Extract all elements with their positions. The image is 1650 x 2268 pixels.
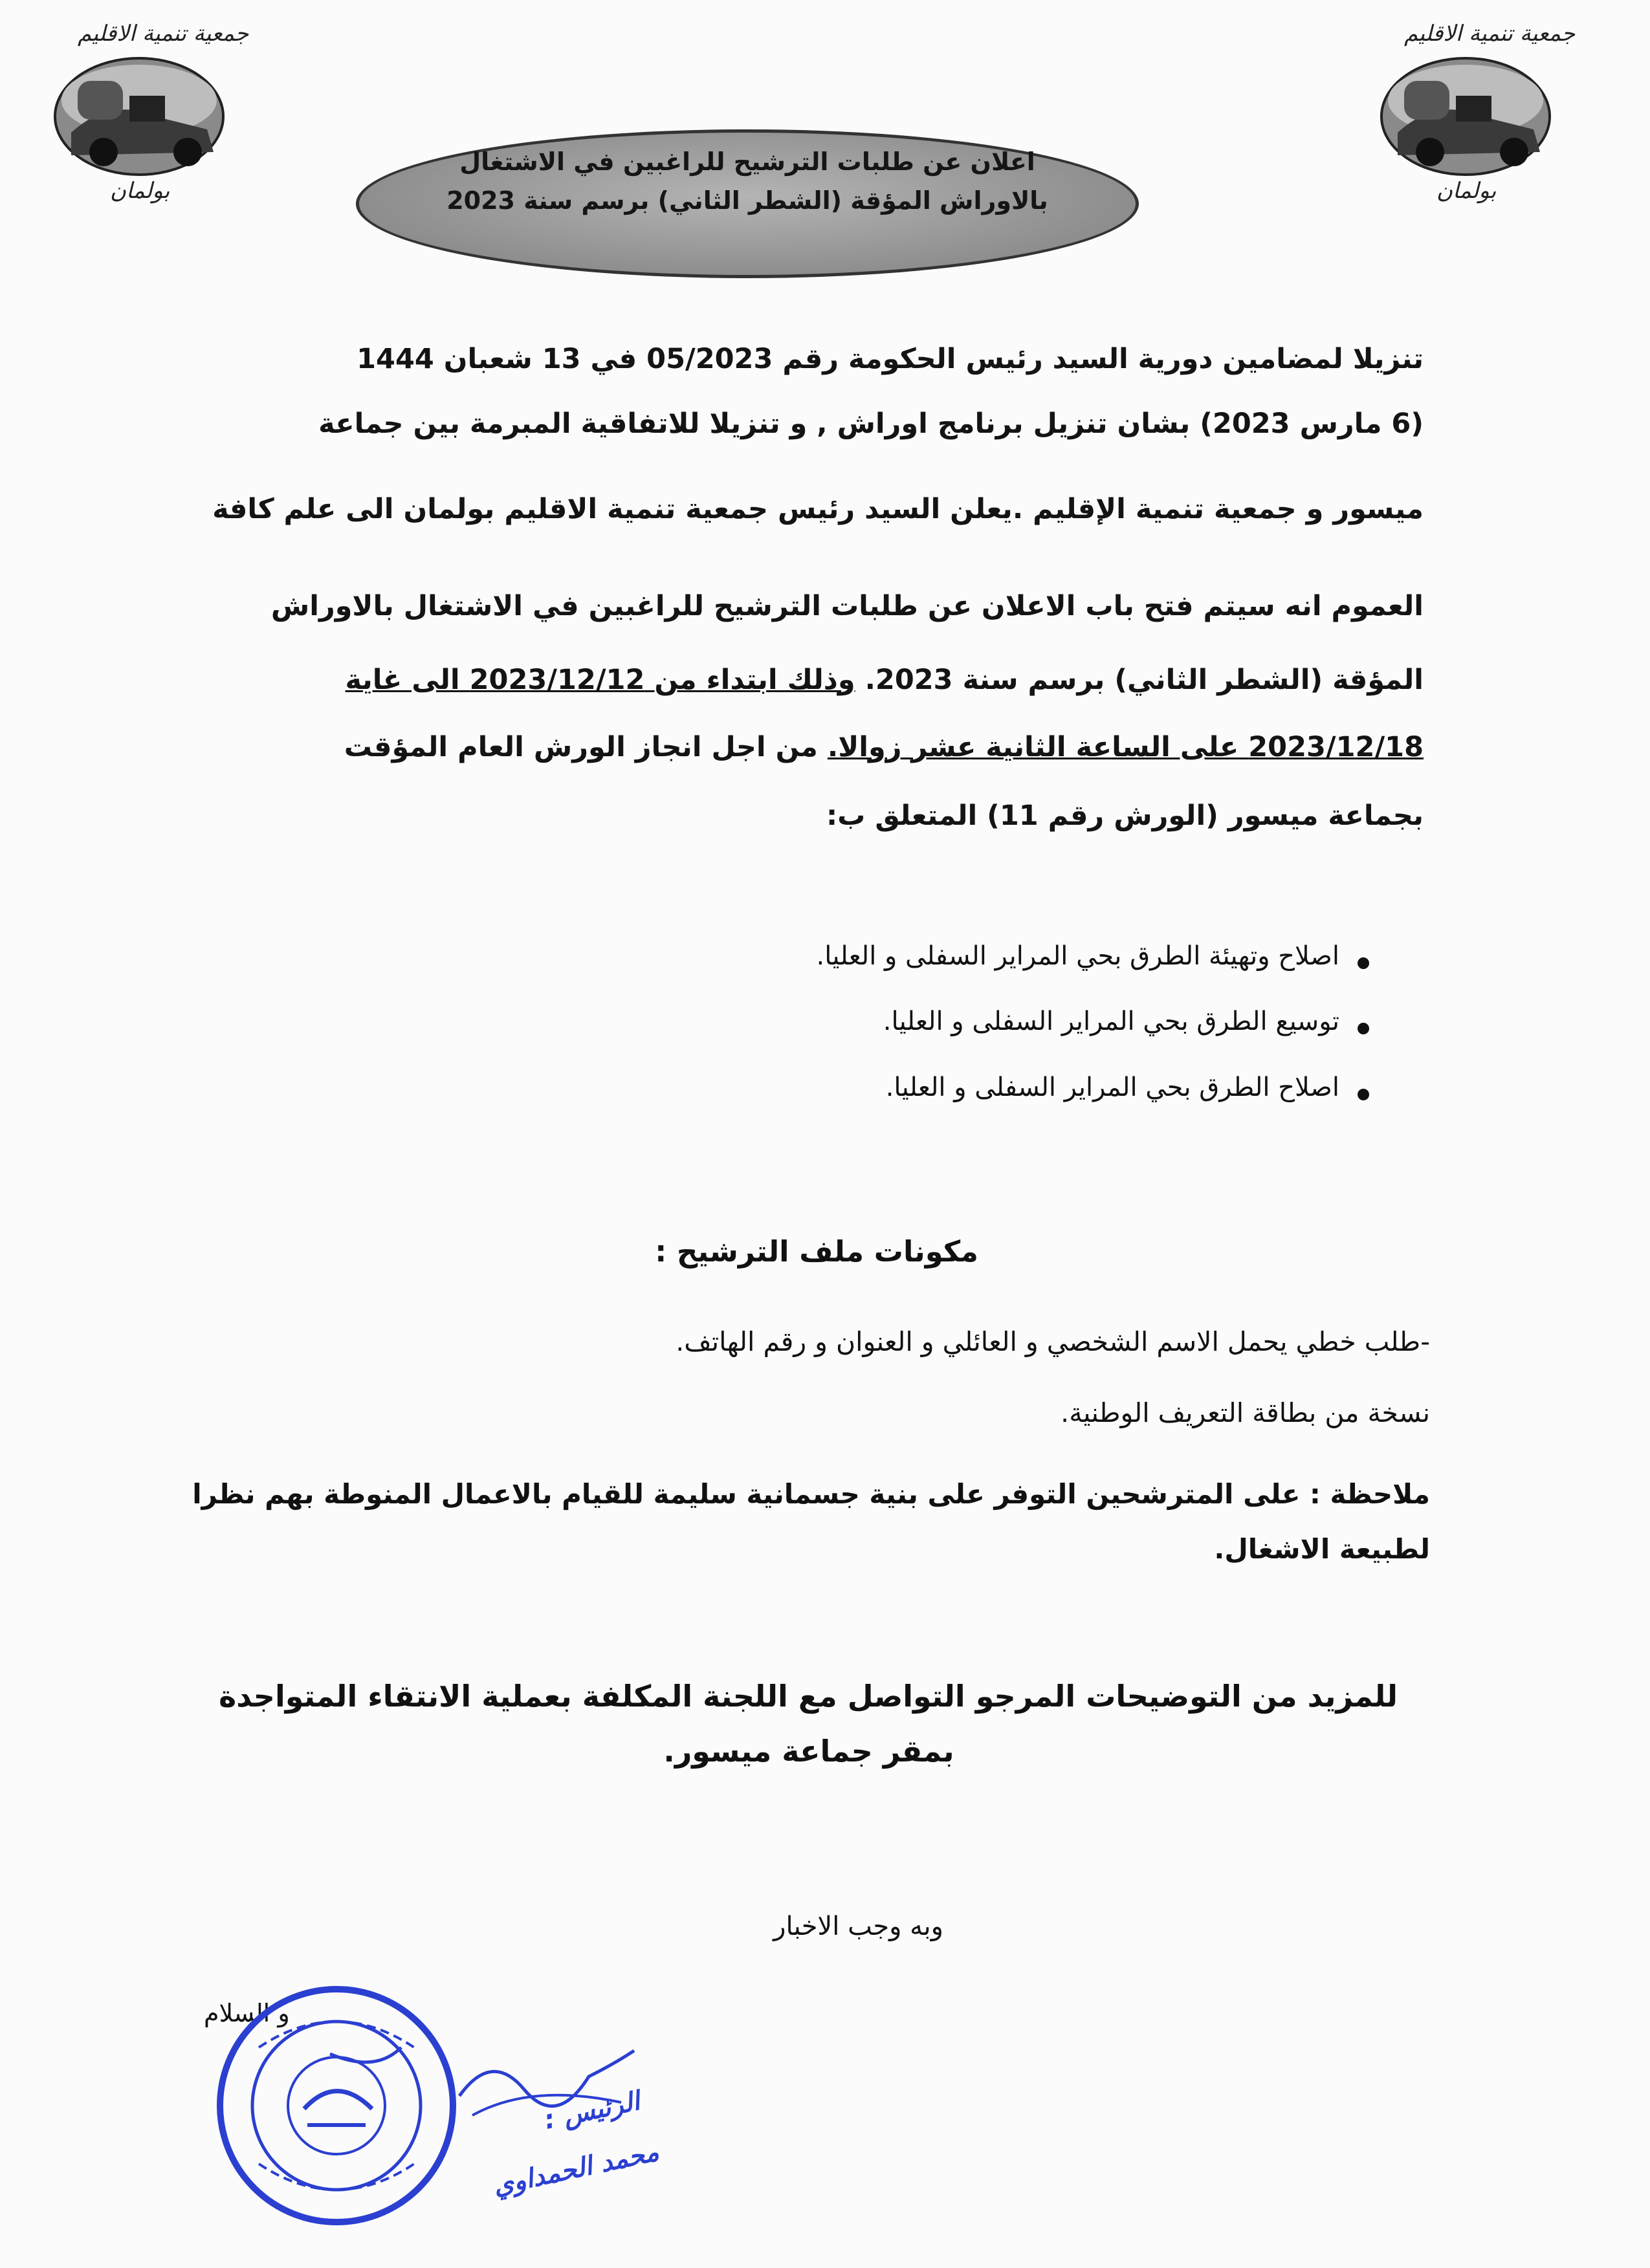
body-line-4: العموم انه سيتم فتح باب الاعلان عن طلبات الترشيح للراغبين في الاشتغال بالاوراش — [270, 590, 1424, 622]
title-line-1: اعلان عن طلبات الترشيح للراغبين في الاشتغال — [459, 147, 1035, 176]
date-range-end: 2023/12/18 على الساعة الثانية عشر زوالا. — [827, 731, 1424, 763]
body-line-7: بجماعة ميسور (الورش رقم 11) المتعلق ب: — [826, 800, 1424, 832]
body-line-1: تنزيلا لمضامين دورية السيد رئيس الحكومة رقم 05/2023 في 13 شعبان 1444 — [357, 343, 1424, 375]
works-item-1: اصلاح وتهيئة الطرق بحي المراير السفلى و العليا. — [816, 941, 1339, 971]
logo-arc-text: جمعية تنمية الاقليم — [78, 21, 249, 47]
body-line-3: ميسور و جمعية تنمية الإقليم .يعلن السيد رئيس جمعية تنمية الاقليم بولمان الى علم كافة — [212, 493, 1424, 525]
organization-logo-left — [32, 19, 249, 213]
signature-name: محمد الحمداوي — [490, 2137, 662, 2201]
dossier-item-1: -طلب خطي يحمل الاسم الشخصي و العائلي و العنوان و رقم الهاتف. — [676, 1326, 1430, 1357]
date-range-start: وذلك ابتداء من 2023/12/12 الى غاية — [345, 664, 855, 696]
official-stamp — [207, 1976, 479, 2235]
bullet-icon — [1358, 1089, 1369, 1100]
note-line-1: ملاحظة : على المترشحين التوفر على بنية جسمانية سليمة للقيام بالاعمال المنوطة بهم نظرا — [192, 1478, 1430, 1510]
stamp-seal-icon — [207, 1976, 479, 2235]
contact-line-1: للمزيد من التوضيحات المرجو التواصل مع اللجنة المكلفة بعملية الانتقاء المتواجدة — [219, 1679, 1398, 1714]
bullet-icon — [1358, 1023, 1369, 1034]
dossier-item-2: نسخة من بطاقة التعريف الوطنية. — [1061, 1397, 1430, 1428]
contact-line-2: بمقر جماعة ميسور. — [663, 1734, 954, 1769]
logo-arc-text: جمعية تنمية الاقليم — [1404, 21, 1576, 47]
organization-logo-right — [1359, 19, 1576, 213]
logo-place-text: بولمان — [1436, 178, 1497, 204]
body-line-5 — [346, 664, 1424, 696]
bullet-icon — [1358, 957, 1369, 969]
body-line-6 — [344, 731, 1424, 763]
works-item-2: توسيع الطرق بحي المراير السفلى و العليا. — [883, 1007, 1339, 1036]
body-line-2: (6 مارس 2023) بشان تنزيل برنامج اوراش , و تنزيلا للاتفاقية المبرمة بين جماعة — [318, 408, 1424, 440]
works-item-3: اصلاح الطرق بحي المراير السفلى و العليا. — [885, 1073, 1339, 1102]
note-line-2: لطبيعة الاشغال. — [1214, 1533, 1430, 1565]
logo-place-text: بولمان — [110, 178, 170, 204]
closing-salutation: و السلام — [204, 1999, 290, 2027]
body-line-5-text: المؤقة (الشطر الثاني) برسم سنة 2023. — [855, 664, 1424, 696]
title-line-2: بالاوراش المؤقة (الشطر الثاني) برسم سنة 2023 — [446, 186, 1048, 215]
closing-announcement: وبه وجب الاخبار — [773, 1912, 943, 1941]
body-line-6-text: من اجل انجاز الورش العام المؤقت — [344, 731, 828, 763]
dossier-heading: مكونات ملف الترشيح : — [655, 1234, 978, 1269]
signature-role: الرئيس : — [541, 2086, 643, 2136]
